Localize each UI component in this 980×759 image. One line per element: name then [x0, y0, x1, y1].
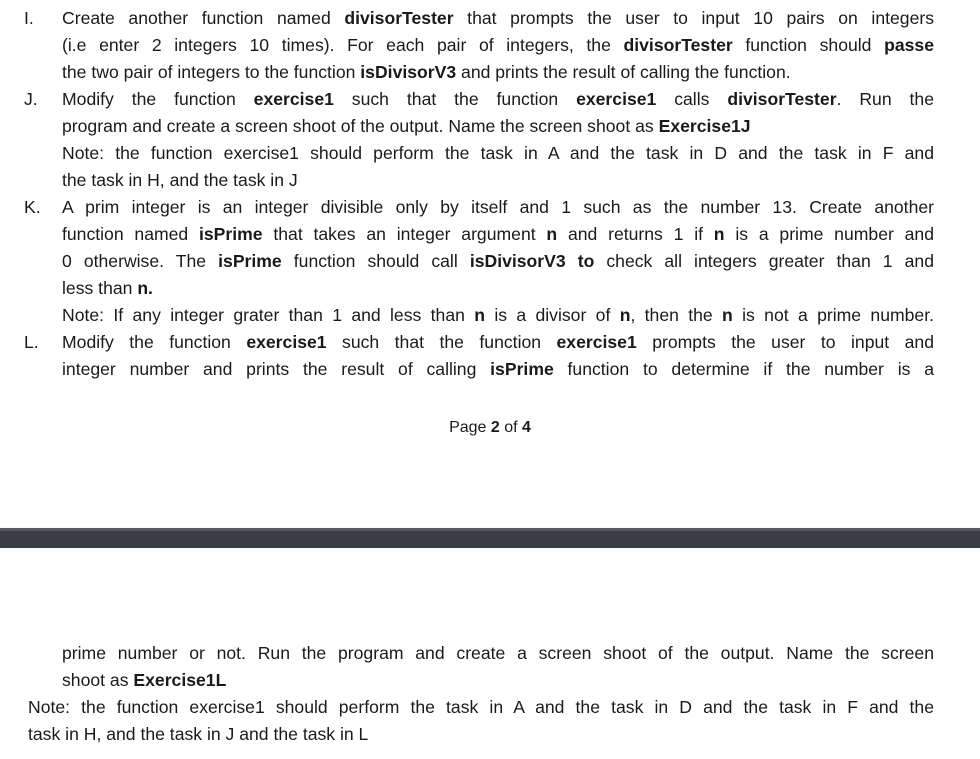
text-run: that prompts the user to input 10 pairs on integers — [453, 8, 935, 28]
text-run: is a prime number and — [724, 224, 934, 244]
page-separator — [0, 528, 980, 548]
note-line — [28, 721, 934, 748]
bold-term: n — [546, 224, 558, 244]
text-run: is not a prime number. — [732, 305, 934, 325]
document-page-3 — [0, 548, 980, 759]
text-run: that takes an integer argument — [262, 224, 547, 244]
bold-term: Exercise1L — [133, 670, 227, 690]
bold-term: n — [713, 224, 725, 244]
text-run: task in H, and the task in J and the task in L — [28, 724, 369, 744]
bold-term: n. — [137, 278, 153, 298]
text-run: . Run the — [836, 89, 935, 109]
text-run: Modify the function — [62, 332, 247, 352]
text-run: function should — [732, 35, 885, 55]
bold-term: 2 — [490, 419, 500, 436]
text-run: prime number or not. Run the program and create a screen shoot of the output. Name the screen — [62, 643, 934, 663]
text-run: of — [499, 419, 523, 436]
text-run: calls — [656, 89, 728, 109]
text-line — [62, 275, 934, 302]
text-run: such that the function — [333, 89, 577, 109]
text-run: Note: If any integer grater than 1 and less than — [62, 305, 475, 325]
list-marker: I. — [24, 8, 34, 28]
list-marker: K. — [24, 197, 41, 217]
text-line — [62, 32, 934, 59]
text-line — [62, 194, 934, 221]
text-run: check all integers greater than 1 and — [594, 251, 934, 271]
bold-term: n — [619, 305, 631, 325]
text-run: function named — [62, 224, 199, 244]
text-run: such that the function — [326, 332, 557, 352]
bold-term: divisorTester — [344, 8, 454, 28]
text-run: program and create a screen shoot of the output. Name the screen shoot as — [62, 116, 659, 136]
text-line — [62, 329, 934, 356]
text-run: function to determine if the number is a — [553, 359, 934, 379]
bold-term: isPrime — [490, 359, 554, 379]
text-run: function should call — [281, 251, 470, 271]
separator-edge — [0, 528, 980, 531]
text-line — [62, 302, 934, 329]
text-run: prompts the user to input and — [636, 332, 935, 352]
text-line — [62, 86, 934, 113]
bold-term: isDivisorV3 to — [469, 251, 595, 271]
bold-term: divisorTester — [727, 89, 837, 109]
text-run: Modify the function — [62, 89, 254, 109]
bold-term: 4 — [522, 419, 531, 436]
text-run: is a divisor of — [484, 305, 620, 325]
text-line — [62, 221, 934, 248]
text-run: Create another function named — [62, 8, 345, 28]
text-line — [62, 59, 934, 86]
note-line — [28, 694, 934, 721]
text-run: Page — [449, 419, 491, 436]
bold-term: exercise1 — [253, 89, 334, 109]
list-marker: L. — [24, 332, 39, 352]
text-run: the two pair of integers to the function — [62, 62, 361, 82]
bold-term: isPrime — [218, 251, 282, 271]
text-run: and returns 1 if — [557, 224, 714, 244]
text-line — [62, 167, 934, 194]
bold-term: exercise1 — [556, 332, 637, 352]
text-line — [62, 356, 934, 383]
bold-term: isPrime — [199, 224, 263, 244]
text-line — [62, 248, 934, 275]
bold-term: divisorTester — [623, 35, 733, 55]
text-run: , then the — [630, 305, 723, 325]
text-line — [62, 140, 934, 167]
bold-term: n — [474, 305, 485, 325]
text-run: (i.e enter 2 integers 10 times). For each pair of integers, the — [62, 35, 624, 55]
text-line — [62, 640, 934, 667]
text-line — [62, 113, 934, 140]
bold-term: exercise1 — [246, 332, 327, 352]
text-run: Note: the function exercise1 should perform the task in A and the task in D and the task in F and the — [28, 697, 934, 717]
text-run: shoot as — [62, 670, 134, 690]
bold-term: Exercise1J — [658, 116, 751, 136]
text-run: integer number and prints the result of calling — [62, 359, 491, 379]
text-run: Note: the function exercise1 should perform the task in A and the task in D and the task in F and — [62, 143, 934, 163]
text-run: A prim integer is an integer divisible only by itself and 1 such as the number 13. Create another — [62, 197, 934, 217]
bold-term: passe — [884, 35, 934, 55]
bold-term: exercise1 — [576, 89, 657, 109]
text-run: less than — [62, 278, 138, 298]
list-marker: J. — [24, 89, 38, 109]
bold-term: n — [722, 305, 733, 325]
text-run: and prints the result of calling the function. — [456, 62, 791, 82]
bold-term: isDivisorV3 — [360, 62, 457, 82]
text-run: the task in H, and the task in J — [62, 170, 298, 190]
text-line — [62, 5, 934, 32]
page-number-footer — [0, 416, 980, 440]
text-line — [62, 667, 934, 694]
text-run: 0 otherwise. The — [62, 251, 219, 271]
